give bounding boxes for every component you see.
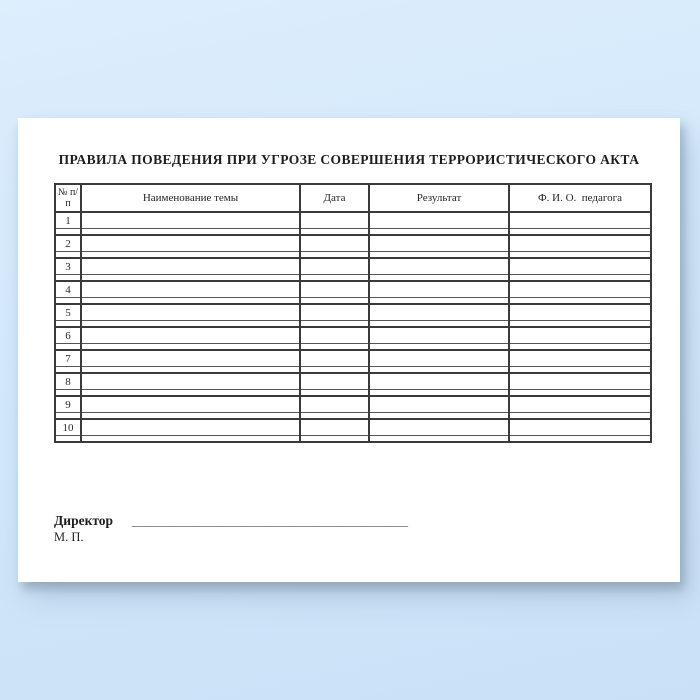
cell-result: [369, 281, 509, 298]
cell-result: [369, 212, 509, 229]
row-number-cell: 4: [55, 281, 81, 298]
cell-date: [300, 327, 369, 344]
table-row: [55, 258, 651, 275]
table-header: [55, 184, 651, 212]
header-number: № п/п: [55, 184, 81, 212]
director-signature-line: ______________________________________________: [132, 514, 409, 528]
cell-result: [369, 327, 509, 344]
row-number-cell: 2: [55, 235, 81, 252]
cell-date: [300, 304, 369, 321]
cell-topic: [81, 281, 300, 298]
cell-topic: [81, 350, 300, 367]
table-row: [55, 419, 651, 436]
cell-result: [369, 373, 509, 390]
writing-strip-cell: [300, 436, 369, 443]
cell-teacher: [509, 212, 651, 229]
header-topic: Наименование темы: [81, 184, 300, 212]
table-row: [55, 235, 651, 252]
topics-table: [54, 183, 652, 443]
table-body: [55, 212, 651, 442]
document-page: [18, 118, 680, 582]
cell-teacher: [509, 235, 651, 252]
cell-topic: [81, 212, 300, 229]
cell-result: [369, 258, 509, 275]
cell-date: [300, 373, 369, 390]
cell-date: [300, 281, 369, 298]
director-label: Директор: [54, 513, 114, 528]
cell-topic: [81, 419, 300, 436]
document-title: ПРАВИЛА ПОВЕДЕНИЯ ПРИ УГРОЗЕ СОВЕРШЕНИЯ ТЕРРОРИСТИЧЕСКОГО АКТА: [58, 152, 640, 167]
cell-teacher: [509, 373, 651, 390]
row-number-cell: 7: [55, 350, 81, 367]
cell-result: [369, 350, 509, 367]
cell-teacher: [509, 419, 651, 436]
header-result: Результат: [369, 184, 509, 212]
row-number-cell: 8: [55, 373, 81, 390]
table-row: [55, 396, 651, 413]
stamp-label: М. П.: [54, 530, 84, 544]
cell-date: [300, 419, 369, 436]
header-row: [55, 184, 651, 212]
cell-result: [369, 396, 509, 413]
writing-strip-cell: [369, 436, 509, 443]
cell-teacher: [509, 258, 651, 275]
row-number-cell: 1: [55, 212, 81, 229]
cell-teacher: [509, 304, 651, 321]
writing-strip-cell: [55, 436, 81, 443]
row-number-cell: 5: [55, 304, 81, 321]
cell-teacher: [509, 281, 651, 298]
cell-result: [369, 304, 509, 321]
writing-strip-cell: [81, 436, 300, 443]
table-row: [55, 281, 651, 298]
cell-date: [300, 212, 369, 229]
footer-row: [54, 512, 408, 530]
table-row-writing-strip: [55, 436, 651, 443]
cell-topic: [81, 327, 300, 344]
writing-strip-cell: [509, 436, 651, 443]
cell-topic: [81, 258, 300, 275]
cell-date: [300, 235, 369, 252]
row-number-cell: 6: [55, 327, 81, 344]
row-number-cell: 3: [55, 258, 81, 275]
cell-teacher: [509, 327, 651, 344]
table-row: [55, 373, 651, 390]
table-row: [55, 350, 651, 367]
cell-date: [300, 350, 369, 367]
cell-result: [369, 235, 509, 252]
cell-topic: [81, 304, 300, 321]
row-number-cell: 9: [55, 396, 81, 413]
table-row: [55, 327, 651, 344]
row-number-cell: 10: [55, 419, 81, 436]
table-row: [55, 212, 651, 229]
cell-date: [300, 258, 369, 275]
cell-topic: [81, 235, 300, 252]
cell-date: [300, 396, 369, 413]
cell-topic: [81, 396, 300, 413]
cell-teacher: [509, 350, 651, 367]
cell-teacher: [509, 396, 651, 413]
cell-topic: [81, 373, 300, 390]
table-row: [55, 304, 651, 321]
header-teacher: Ф. И. О. педагога: [509, 184, 651, 212]
header-date: Дата: [300, 184, 369, 212]
cell-result: [369, 419, 509, 436]
